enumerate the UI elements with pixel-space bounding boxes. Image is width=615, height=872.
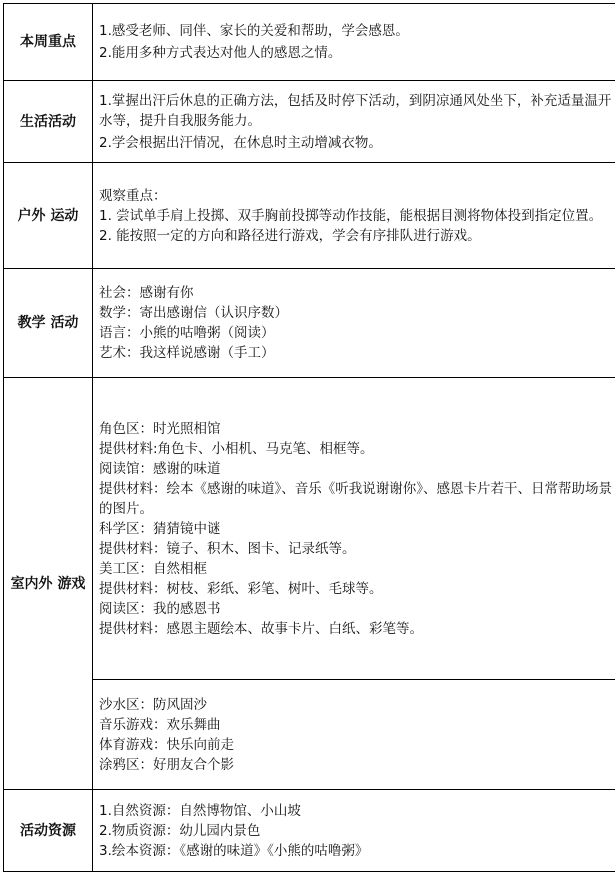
content-activity-resources bbox=[93, 790, 615, 872]
play-area-line-3: 阅读馆：感谢的味道 bbox=[99, 459, 615, 479]
label-teaching-part-1: 教学 bbox=[18, 315, 46, 331]
teaching-line-3: 语言：小熊的咕噜粥（阅读） bbox=[99, 323, 615, 343]
resource-line-3: 3.绘本资源：《感谢的味道》《小熊的咕噜粥》 bbox=[99, 841, 615, 861]
label-games-part-2: 游戏 bbox=[57, 576, 85, 592]
play-area-line-9: 阅读区：我的感恩书 bbox=[99, 599, 615, 619]
label-weekly-focus: 本周重点 bbox=[4, 4, 93, 81]
row-activity-resources bbox=[4, 790, 615, 872]
play-area-line-10: 提供材料：感恩主题绘本、故事卡片、白纸、彩笔等。 bbox=[99, 619, 615, 639]
content-teaching-activities bbox=[93, 269, 615, 378]
play-area-line-8: 提供材料：树枝、彩纸、彩笔、树叶、毛球等。 bbox=[99, 579, 615, 599]
play-area-line-1: 角色区：时光照相馆 bbox=[99, 419, 615, 439]
outdoor-line-1: 观察重点： bbox=[99, 186, 615, 206]
play-area-line-7: 美工区：自然相框 bbox=[99, 559, 615, 579]
weekly-focus-line-2: 2.能用多种方式表达对他人的感恩之情。 bbox=[99, 41, 615, 63]
weekly-plan-document bbox=[3, 3, 615, 872]
outdoor-line-3: 2. 能按照一定的方向和路径进行游戏，学会有序排队进行游戏。 bbox=[99, 226, 615, 246]
label-outdoor-sports bbox=[4, 163, 93, 269]
teaching-line-4: 艺术：我这样说感谢（手工） bbox=[99, 343, 615, 363]
label-indoor-outdoor-games bbox=[4, 378, 93, 790]
play-area-line-6: 提供材料：镜子、积木、图卡、记录纸等。 bbox=[99, 539, 615, 559]
play-area-line-4: 提供材料：绘本《感谢的味道》、音乐《听我说谢谢你》、感恩卡片若干、日常帮助场景的图片。 bbox=[99, 479, 615, 519]
label-games-part-1: 室内外 bbox=[11, 576, 53, 592]
content-daily-life bbox=[93, 81, 615, 163]
play-area-line-2: 提供材料:角色卡、小相机、马克笔、相框等。 bbox=[99, 439, 615, 459]
daily-life-line-2: 2.学会根据出汗情况，在休息时主动增减衣物。 bbox=[99, 131, 615, 153]
teaching-line-2: 数学：寄出感谢信（认识序数） bbox=[99, 303, 615, 323]
label-teaching-activities bbox=[4, 269, 93, 378]
row-indoor-outdoor-games bbox=[4, 378, 615, 680]
row-outdoor-sports bbox=[4, 163, 615, 269]
row-outdoor-games bbox=[4, 680, 615, 790]
outdoor-game-line-4: 涂鸦区：好朋友合个影 bbox=[99, 755, 615, 775]
row-weekly-focus bbox=[4, 4, 615, 81]
label-outdoor-sports-part-1: 户外 bbox=[18, 208, 46, 224]
label-outdoor-sports-part-2: 运动 bbox=[50, 208, 78, 224]
content-play-areas bbox=[93, 378, 615, 680]
teaching-line-1: 社会：感谢有你 bbox=[99, 283, 615, 303]
resource-line-1: 1.自然资源：自然博物馆、小山坡 bbox=[99, 801, 615, 821]
weekly-focus-line-1: 1.感受老师、同伴、家长的关爱和帮助，学会感恩。 bbox=[99, 21, 615, 41]
play-area-line-5: 科学区：猜猜镜中谜 bbox=[99, 519, 615, 539]
resource-line-2: 2.物质资源：幼儿园内景色 bbox=[99, 821, 615, 841]
daily-life-line-1: 1.掌握出汗后休息的正确方法，包括及时停下活动，到阴凉通风处坐下，补充适量温开水等，提升自我服务能力。 bbox=[99, 91, 615, 131]
row-daily-life bbox=[4, 81, 615, 163]
row-teaching-activities bbox=[4, 269, 615, 378]
content-outdoor-sports bbox=[93, 163, 615, 269]
outdoor-game-line-3: 体育游戏：快乐向前走 bbox=[99, 735, 615, 755]
outdoor-game-line-1: 沙水区：防风固沙 bbox=[99, 695, 615, 715]
outdoor-game-line-2: 音乐游戏：欢乐舞曲 bbox=[99, 715, 615, 735]
weekly-plan-table bbox=[3, 3, 615, 872]
outdoor-line-2: 1. 尝试单手肩上投掷、双手胸前投掷等动作技能，能根据目测将物体投到指定位置。 bbox=[99, 206, 615, 226]
label-teaching-part-2: 活动 bbox=[50, 315, 78, 331]
content-weekly-focus bbox=[93, 4, 615, 81]
label-activity-resources: 活动资源 bbox=[4, 790, 93, 872]
label-daily-life: 生活活动 bbox=[4, 81, 93, 163]
content-outdoor-games bbox=[93, 680, 615, 790]
